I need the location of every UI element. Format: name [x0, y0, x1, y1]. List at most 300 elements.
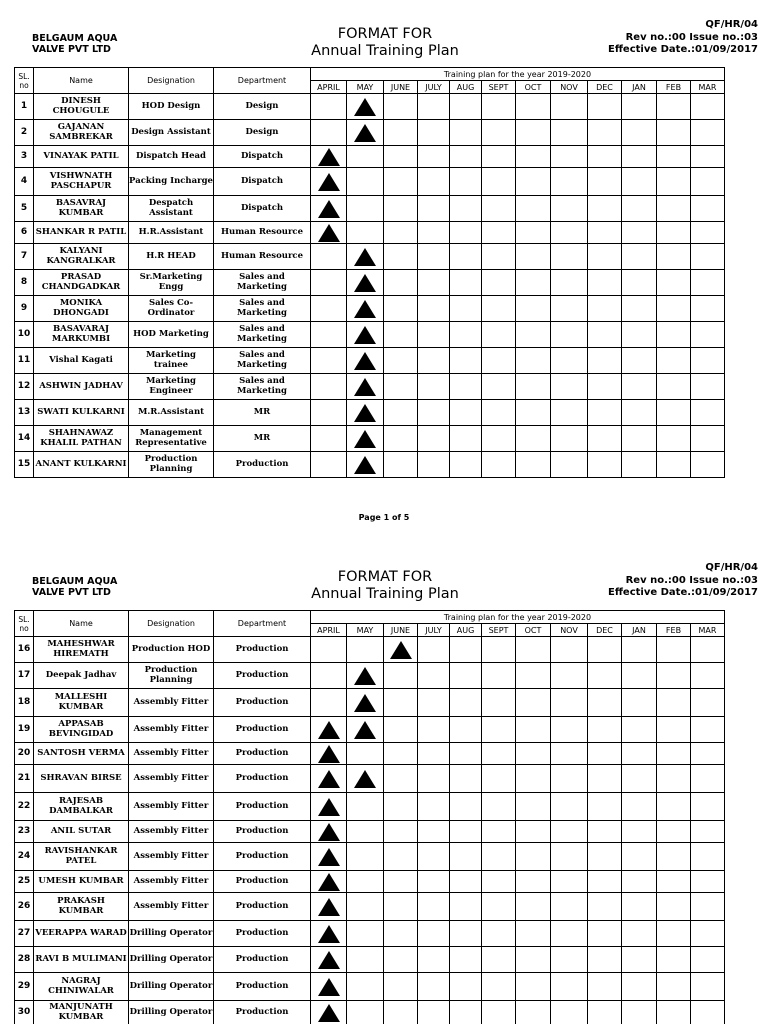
cell-sl-no: 12	[15, 374, 34, 400]
cell-month-mar	[691, 1001, 725, 1024]
cell-designation: Drilling Operator	[129, 1001, 214, 1024]
cell-month-sept	[482, 765, 516, 793]
cell-month-jan	[622, 348, 657, 374]
cell-month-feb	[657, 244, 691, 270]
cell-name: GAJANAN SAMBREKAR	[34, 120, 129, 146]
cell-month-july	[418, 400, 450, 426]
cell-month-nov	[551, 222, 588, 244]
triangle-marker-icon	[354, 770, 376, 788]
cell-month-mar	[691, 296, 725, 322]
effective-date: Effective Date.:01/09/2017	[607, 44, 758, 55]
cell-department: Sales and Marketing	[214, 270, 311, 296]
cell-month-feb	[657, 871, 691, 893]
table-row	[15, 426, 725, 452]
cell-month-april	[311, 821, 347, 843]
triangle-marker-icon	[390, 641, 412, 659]
cell-month-aug	[450, 296, 482, 322]
cell-month-feb	[657, 973, 691, 1001]
cell-department: Production	[214, 743, 311, 765]
cell-sl-no: 18	[15, 689, 34, 717]
cell-month-sept	[482, 1001, 516, 1024]
cell-name: Vishal Kagati	[34, 348, 129, 374]
cell-month-june	[384, 663, 418, 689]
triangle-marker-icon	[354, 667, 376, 685]
cell-month-aug	[450, 637, 482, 663]
cell-month-nov	[551, 947, 588, 973]
header-name: Name	[34, 611, 129, 637]
triangle-marker-icon	[354, 326, 376, 344]
cell-month-april	[311, 196, 347, 222]
cell-month-july	[418, 168, 450, 196]
cell-month-jan	[622, 871, 657, 893]
cell-designation: Assembly Fitter	[129, 793, 214, 821]
cell-month-june	[384, 296, 418, 322]
cell-month-feb	[657, 821, 691, 843]
cell-designation: Assembly Fitter	[129, 743, 214, 765]
cell-month-mar	[691, 843, 725, 871]
cell-month-may	[347, 222, 384, 244]
cell-month-may	[347, 637, 384, 663]
cell-month-feb	[657, 921, 691, 947]
triangle-marker-icon	[318, 721, 340, 739]
cell-month-mar	[691, 689, 725, 717]
header-month-april: APRIL	[311, 81, 347, 94]
cell-month-dec	[588, 168, 622, 196]
cell-name: SHRAVAN BIRSE	[34, 765, 129, 793]
cell-month-aug	[450, 196, 482, 222]
cell-department: Production	[214, 765, 311, 793]
cell-month-aug	[450, 270, 482, 296]
cell-department: Production	[214, 893, 311, 921]
cell-month-july	[418, 821, 450, 843]
cell-month-may	[347, 843, 384, 871]
cell-month-jan	[622, 765, 657, 793]
triangle-marker-icon	[354, 694, 376, 712]
cell-month-feb	[657, 374, 691, 400]
table-row	[15, 322, 725, 348]
cell-month-oct	[516, 94, 551, 120]
cell-month-june	[384, 843, 418, 871]
triangle-marker-icon	[354, 124, 376, 142]
cell-month-june	[384, 765, 418, 793]
cell-month-june	[384, 973, 418, 1001]
cell-month-dec	[588, 1001, 622, 1024]
cell-name: MANJUNATH KUMBAR	[34, 1001, 129, 1024]
document-info	[608, 19, 758, 57]
cell-month-mar	[691, 196, 725, 222]
cell-month-nov	[551, 120, 588, 146]
cell-month-april	[311, 1001, 347, 1024]
cell-sl-no: 4	[15, 168, 34, 196]
cell-month-feb	[657, 663, 691, 689]
cell-month-april	[311, 843, 347, 871]
cell-month-mar	[691, 717, 725, 743]
effective-date: Effective Date.:01/09/2017	[607, 587, 758, 598]
cell-month-oct	[516, 348, 551, 374]
cell-month-nov	[551, 717, 588, 743]
cell-month-nov	[551, 921, 588, 947]
cell-month-sept	[482, 452, 516, 478]
cell-month-oct	[516, 374, 551, 400]
cell-month-dec	[588, 717, 622, 743]
cell-month-jan	[622, 663, 657, 689]
cell-month-sept	[482, 146, 516, 168]
doc-code: QF/HR/04	[705, 19, 758, 30]
cell-month-jan	[622, 1001, 657, 1024]
cell-month-nov	[551, 296, 588, 322]
cell-name: DINESH CHOUGULE	[34, 94, 129, 120]
cell-month-jan	[622, 146, 657, 168]
cell-designation: Dispatch Head	[129, 146, 214, 168]
cell-month-april	[311, 973, 347, 1001]
cell-month-aug	[450, 893, 482, 921]
cell-month-mar	[691, 400, 725, 426]
cell-month-may	[347, 426, 384, 452]
table-row	[15, 947, 725, 973]
triangle-marker-icon	[318, 848, 340, 866]
cell-month-may	[347, 196, 384, 222]
cell-month-april	[311, 426, 347, 452]
cell-month-april	[311, 374, 347, 400]
cell-month-dec	[588, 765, 622, 793]
cell-month-nov	[551, 426, 588, 452]
table-row	[15, 921, 725, 947]
cell-month-aug	[450, 843, 482, 871]
header-month-dec: DEC	[588, 81, 622, 94]
cell-sl-no: 17	[15, 663, 34, 689]
cell-month-aug	[450, 821, 482, 843]
table-row	[15, 348, 725, 374]
cell-month-nov	[551, 348, 588, 374]
cell-month-july	[418, 348, 450, 374]
header-sl-no: SL. no	[15, 611, 34, 637]
cell-sl-no: 24	[15, 843, 34, 871]
header-month-nov: NOV	[551, 624, 588, 637]
table-row	[15, 296, 725, 322]
cell-month-june	[384, 222, 418, 244]
cell-month-dec	[588, 921, 622, 947]
cell-month-april	[311, 348, 347, 374]
cell-month-may	[347, 244, 384, 270]
cell-sl-no: 22	[15, 793, 34, 821]
table-row	[15, 743, 725, 765]
cell-month-june	[384, 120, 418, 146]
cell-designation: Assembly Fitter	[129, 821, 214, 843]
cell-sl-no: 2	[15, 120, 34, 146]
cell-month-feb	[657, 400, 691, 426]
header-month-june: JUNE	[384, 81, 418, 94]
table-row	[15, 168, 725, 196]
cell-month-aug	[450, 120, 482, 146]
cell-month-mar	[691, 222, 725, 244]
cell-month-mar	[691, 348, 725, 374]
cell-month-aug	[450, 973, 482, 1001]
cell-month-feb	[657, 793, 691, 821]
header-month-sept: SEPT	[482, 81, 516, 94]
cell-month-oct	[516, 893, 551, 921]
cell-month-feb	[657, 348, 691, 374]
cell-month-jan	[622, 120, 657, 146]
triangle-marker-icon	[318, 873, 340, 891]
cell-month-nov	[551, 146, 588, 168]
cell-month-june	[384, 374, 418, 400]
cell-month-oct	[516, 146, 551, 168]
cell-month-dec	[588, 689, 622, 717]
cell-month-june	[384, 146, 418, 168]
cell-designation: Sr.Marketing Engg	[129, 270, 214, 296]
cell-month-mar	[691, 244, 725, 270]
cell-month-aug	[450, 222, 482, 244]
cell-name: RAVI B MULIMANI	[34, 947, 129, 973]
cell-month-april	[311, 893, 347, 921]
cell-month-dec	[588, 843, 622, 871]
cell-sl-no: 19	[15, 717, 34, 743]
cell-month-may	[347, 821, 384, 843]
header-month-mar: MAR	[691, 81, 725, 94]
company-name-line-2: VALVE PVT LTD	[32, 587, 111, 598]
cell-month-sept	[482, 120, 516, 146]
cell-sl-no: 20	[15, 743, 34, 765]
training-plan-table	[14, 610, 725, 1024]
cell-sl-no: 27	[15, 921, 34, 947]
cell-month-dec	[588, 821, 622, 843]
cell-designation: Marketing Engineer	[129, 374, 214, 400]
triangle-marker-icon	[354, 430, 376, 448]
cell-month-feb	[657, 689, 691, 717]
triangle-marker-icon	[354, 378, 376, 396]
cell-department: Production	[214, 947, 311, 973]
header-month-oct: OCT	[516, 81, 551, 94]
cell-month-dec	[588, 374, 622, 400]
cell-designation: H.R HEAD	[129, 244, 214, 270]
cell-month-mar	[691, 765, 725, 793]
cell-month-feb	[657, 322, 691, 348]
header-designation: Designation	[129, 611, 214, 637]
table-row	[15, 717, 725, 743]
header-month-dec: DEC	[588, 624, 622, 637]
cell-month-july	[418, 765, 450, 793]
table-row	[15, 222, 725, 244]
cell-month-july	[418, 146, 450, 168]
cell-month-aug	[450, 921, 482, 947]
cell-designation: Production Planning	[129, 663, 214, 689]
cell-month-april	[311, 452, 347, 478]
company-name-line-1: BELGAUM AQUA	[32, 33, 118, 44]
cell-month-dec	[588, 893, 622, 921]
cell-department: MR	[214, 400, 311, 426]
cell-month-nov	[551, 663, 588, 689]
cell-sl-no: 16	[15, 637, 34, 663]
cell-month-april	[311, 717, 347, 743]
cell-month-oct	[516, 452, 551, 478]
header-month-jan: JAN	[622, 81, 657, 94]
cell-month-feb	[657, 717, 691, 743]
table-row	[15, 843, 725, 871]
cell-month-july	[418, 452, 450, 478]
cell-month-june	[384, 196, 418, 222]
cell-month-nov	[551, 871, 588, 893]
cell-department: Sales and Marketing	[214, 296, 311, 322]
cell-month-feb	[657, 893, 691, 921]
cell-month-jan	[622, 689, 657, 717]
cell-month-june	[384, 689, 418, 717]
cell-month-june	[384, 893, 418, 921]
cell-month-jan	[622, 322, 657, 348]
cell-month-sept	[482, 843, 516, 871]
cell-month-may	[347, 146, 384, 168]
cell-sl-no: 6	[15, 222, 34, 244]
table-row	[15, 973, 725, 1001]
cell-month-oct	[516, 821, 551, 843]
cell-month-oct	[516, 793, 551, 821]
cell-department: Production	[214, 452, 311, 478]
cell-month-sept	[482, 689, 516, 717]
header-month-aug: AUG	[450, 81, 482, 94]
cell-month-may	[347, 94, 384, 120]
cell-month-april	[311, 743, 347, 765]
triangle-marker-icon	[318, 745, 340, 763]
cell-department: Production	[214, 821, 311, 843]
table-row	[15, 821, 725, 843]
cell-month-oct	[516, 743, 551, 765]
cell-month-dec	[588, 400, 622, 426]
cell-designation: Assembly Fitter	[129, 893, 214, 921]
cell-month-may	[347, 893, 384, 921]
triangle-marker-icon	[354, 98, 376, 116]
header-month-oct: OCT	[516, 624, 551, 637]
cell-month-mar	[691, 322, 725, 348]
table-row	[15, 1001, 725, 1024]
cell-month-april	[311, 322, 347, 348]
cell-month-july	[418, 921, 450, 947]
cell-sl-no: 15	[15, 452, 34, 478]
cell-designation: Assembly Fitter	[129, 689, 214, 717]
cell-month-aug	[450, 743, 482, 765]
cell-month-aug	[450, 689, 482, 717]
cell-sl-no: 1	[15, 94, 34, 120]
table-header	[15, 68, 725, 94]
cell-month-aug	[450, 871, 482, 893]
cell-designation: Production Planning	[129, 452, 214, 478]
cell-designation: HOD Design	[129, 94, 214, 120]
cell-month-mar	[691, 168, 725, 196]
table-header	[15, 611, 725, 637]
table-row	[15, 270, 725, 296]
cell-designation: Production HOD	[129, 637, 214, 663]
cell-month-feb	[657, 765, 691, 793]
cell-month-dec	[588, 270, 622, 296]
cell-month-sept	[482, 270, 516, 296]
cell-month-aug	[450, 717, 482, 743]
cell-month-oct	[516, 322, 551, 348]
cell-designation: Marketing trainee	[129, 348, 214, 374]
cell-sl-no: 28	[15, 947, 34, 973]
cell-month-july	[418, 871, 450, 893]
cell-month-june	[384, 452, 418, 478]
title-line-1: FORMAT FOR	[337, 26, 433, 42]
cell-designation: H.R.Assistant	[129, 222, 214, 244]
cell-month-may	[347, 947, 384, 973]
cell-month-july	[418, 893, 450, 921]
cell-month-july	[418, 663, 450, 689]
cell-month-oct	[516, 196, 551, 222]
cell-month-aug	[450, 765, 482, 793]
header-month-nov: NOV	[551, 81, 588, 94]
cell-month-dec	[588, 947, 622, 973]
cell-month-july	[418, 374, 450, 400]
cell-name: VISHWNATH PASCHAPUR	[34, 168, 129, 196]
cell-department: Production	[214, 1001, 311, 1024]
cell-month-april	[311, 94, 347, 120]
cell-month-april	[311, 168, 347, 196]
cell-month-mar	[691, 921, 725, 947]
rev-issue: Rev no.:00 Issue no.:03	[625, 31, 758, 43]
table-row	[15, 146, 725, 168]
cell-month-nov	[551, 1001, 588, 1024]
cell-month-april	[311, 120, 347, 146]
cell-month-mar	[691, 270, 725, 296]
cell-department: Sales and Marketing	[214, 348, 311, 374]
cell-month-sept	[482, 821, 516, 843]
header-training-plan: Training plan for the year 2019-2020	[311, 611, 725, 624]
table-row	[15, 244, 725, 270]
cell-month-oct	[516, 637, 551, 663]
cell-month-aug	[450, 374, 482, 400]
cell-month-may	[347, 400, 384, 426]
cell-month-july	[418, 947, 450, 973]
cell-month-mar	[691, 146, 725, 168]
header-month-june: JUNE	[384, 624, 418, 637]
cell-month-aug	[450, 322, 482, 348]
cell-month-jan	[622, 921, 657, 947]
header-department: Department	[214, 68, 311, 94]
cell-month-oct	[516, 689, 551, 717]
cell-month-july	[418, 793, 450, 821]
cell-month-jan	[622, 743, 657, 765]
cell-month-sept	[482, 400, 516, 426]
cell-month-dec	[588, 322, 622, 348]
header-month-sept: SEPT	[482, 624, 516, 637]
cell-designation: HOD Marketing	[129, 322, 214, 348]
cell-month-aug	[450, 348, 482, 374]
cell-month-oct	[516, 717, 551, 743]
header-sl-no: SL. no	[15, 68, 34, 94]
cell-month-oct	[516, 426, 551, 452]
cell-month-may	[347, 168, 384, 196]
cell-month-april	[311, 146, 347, 168]
cell-month-june	[384, 400, 418, 426]
triangle-marker-icon	[318, 925, 340, 943]
header-month-may: MAY	[347, 624, 384, 637]
header-month-april: APRIL	[311, 624, 347, 637]
cell-month-mar	[691, 947, 725, 973]
cell-month-may	[347, 973, 384, 1001]
triangle-marker-icon	[318, 823, 340, 841]
cell-name: ASHWIN JADHAV	[34, 374, 129, 400]
header-name: Name	[34, 68, 129, 94]
cell-department: Production	[214, 973, 311, 1001]
cell-name: PRAKASH KUMBAR	[34, 893, 129, 921]
cell-month-nov	[551, 452, 588, 478]
header-month-feb: FEB	[657, 81, 691, 94]
cell-month-dec	[588, 637, 622, 663]
cell-sl-no: 9	[15, 296, 34, 322]
cell-department: Production	[214, 689, 311, 717]
cell-month-dec	[588, 244, 622, 270]
cell-sl-no: 11	[15, 348, 34, 374]
cell-month-jan	[622, 270, 657, 296]
cell-month-jan	[622, 843, 657, 871]
